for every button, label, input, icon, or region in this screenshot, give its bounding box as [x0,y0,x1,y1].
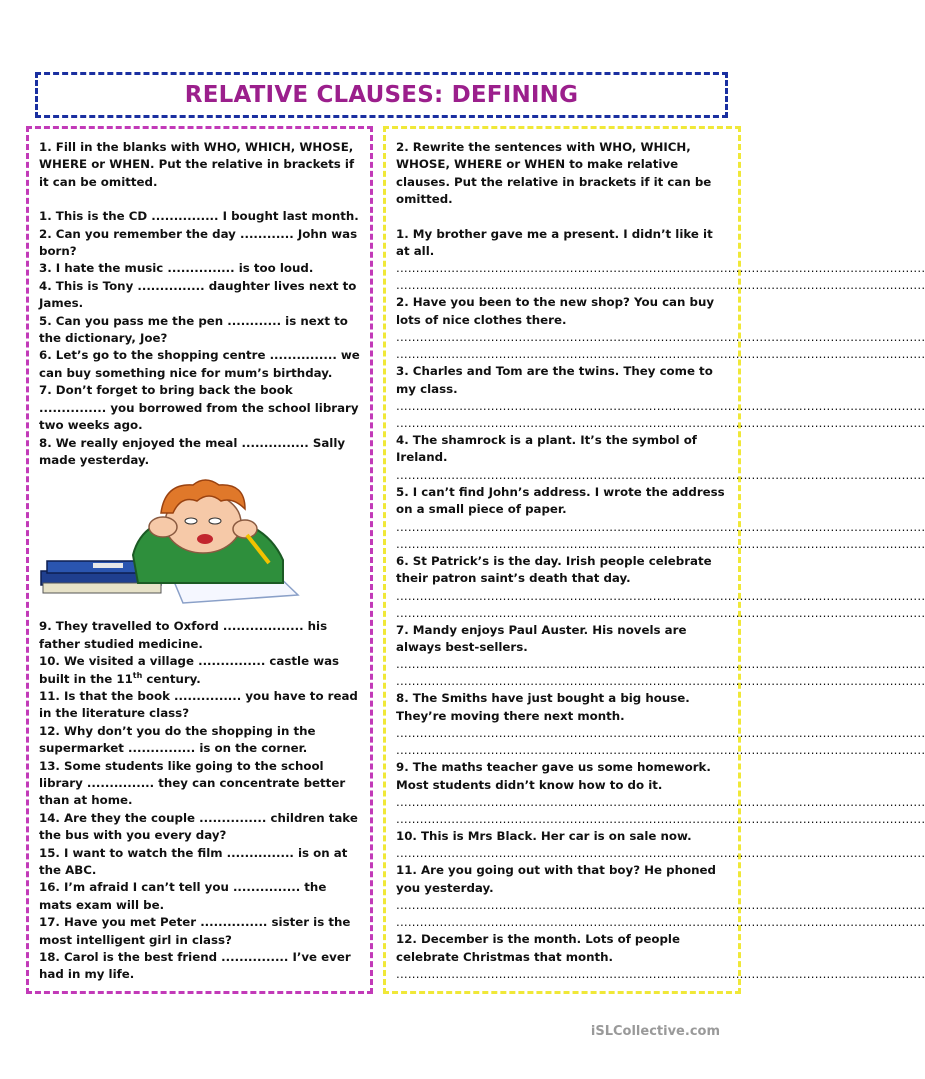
exercise-2-item: 11. Are you going out with that boy? He phoned you yesterday. [396,863,716,895]
title-box [35,72,728,118]
answer-line[interactable]: ...................................................................................................................................... [396,726,925,741]
exercise-2-item: 4. The shamrock is a plant. It’s the symbol of Ireland. [396,433,697,465]
exercise-1-panel [26,126,373,994]
exercise-1-item: 16. I’m afraid I can’t tell you ............... the mats exam will be. [39,880,327,912]
exercise-2-item: 3. Charles and Tom are the twins. They come to my class. [396,364,713,396]
exercise-2-instructions: 2. Rewrite the sentences with WHO, WHICH, WHOSE, WHERE or WHEN to make relative clauses. Put the relative in brackets if it can be omitted. [396,140,712,207]
answer-line[interactable]: ...................................................................................................................................... [396,966,925,981]
page-title: RELATIVE CLAUSES: DEFINING [184,82,579,108]
answer-line[interactable]: ...................................................................................................................................... [396,674,925,689]
exercise-2-item: 2. Have you been to the new shop? You can buy lots of nice clothes there. [396,295,715,327]
exercise-2-item: 6. St Patrick’s is the day. Irish people celebrate their patron saint’s death that day. [396,553,712,586]
exercise-1-item: 7. Don’t forget to bring back the book ............... you borrowed from the school library two weeks ago. [39,383,359,433]
answer-line[interactable]: ...................................................................................................................................... [396,278,925,293]
answer-line[interactable]: ...................................................................................................................................... [396,261,925,276]
exercise-1-item-10 [39,653,360,688]
answer-line[interactable]: ...................................................................................................................................... [396,347,925,362]
exercise-1-item: 12. Why don’t you do the shopping in the supermarket ............... is on the corner. [39,723,316,756]
exercise-1-item: 17. Have you met Peter ............... sister is the most intelligent girl in class? [39,915,351,947]
exercise-1-item: 1. This is the CD ............... I bought last month. [39,209,359,224]
answer-line[interactable]: ...................................................................................................................................... [396,536,925,551]
answer-line[interactable]: ...................................................................................................................................... [396,519,925,534]
exercise-2-item: 9. The maths teacher gave us some homework. Most students didn’t know how to do it. [396,760,711,792]
exercise-2-item: 7. Mandy enjoys Paul Auster. His novels are always best-sellers. [396,622,687,654]
exercise-1-item: 4. This is Tony ............... daughter lives next to James. [39,278,357,311]
answer-line[interactable]: ...................................................................................................................................... [396,794,925,809]
watermark-footer: iSLCollective.com [590,1024,720,1039]
item-10-superscript: th [132,670,143,680]
answer-line[interactable]: ...................................................................................................................................... [396,898,925,913]
exercise-1-item: 9. They travelled to Oxford .................. his father studied medicine. [39,619,328,651]
answer-line[interactable]: ...................................................................................................................................... [396,399,925,414]
answer-line[interactable]: ...................................................................................................................................... [396,846,925,861]
exercise-1-item: 5. Can you pass me the pen ............ is next to the dictionary, Joe? [39,313,348,346]
thinking-boy-illustration [33,475,323,610]
exercise-1-item: 14. Are they the couple ............... children take the bus with you every day? [39,810,358,843]
exercise-2-item: 10. This is Mrs Black. Her car is on sale now. [396,828,692,843]
exercise-2-panel [383,126,925,994]
exercise-1-item: 18. Carol is the best friend ............... I’ve ever had in my life. [39,950,351,982]
exercise-1-item: 13. Some students like going to the school library ............... they can concentrate better than at home. [39,758,346,808]
answer-line[interactable]: ...................................................................................................................................... [396,588,925,603]
answer-line[interactable]: ...................................................................................................................................... [396,605,925,620]
exercise-1-item: 11. Is that the book ............... you have to read in the literature class? [39,688,358,721]
exercise-1-item: 6. Let’s go to the shopping centre ............... we can buy something nice for mum’s birthday. [39,348,360,380]
exercise-1-instructions: 1. Fill in the blanks with WHO, WHICH, WHOSE, WHERE or WHEN. Put the relative in brackets if it can be omitted. [39,140,355,189]
exercise-1-item: 15. I want to watch the film ............... is on at the ABC. [39,845,348,877]
answer-line[interactable]: ...................................................................................................................................... [396,330,925,345]
answer-line[interactable]: ...................................................................................................................................... [396,467,925,482]
exercise-1-item: 2. Can you remember the day ............ John was born? [39,226,358,259]
exercise-1-item: 3. I hate the music ............... is too loud. [39,261,314,276]
answer-line[interactable]: ...................................................................................................................................... [396,743,925,758]
item-10-text-end: century. [142,671,201,686]
item-10-text: 10. We visited a village ............... castle was built in the 11 [39,654,340,686]
exercise-2-item: 12. December is the month. Lots of people celebrate Christmas that month. [396,932,680,964]
exercise-2-item: 1. My brother gave me a present. I didn’t like it at all. [396,226,713,259]
answer-line[interactable]: ...................................................................................................................................... [396,811,925,826]
answer-line[interactable]: ...................................................................................................................................... [396,416,925,431]
answer-line[interactable]: ...................................................................................................................................... [396,915,925,930]
exercise-1-item: 8. We really enjoyed the meal ............... Sally made yesterday. [39,435,346,467]
exercise-2-item: 8. The Smiths have just bought a big house. They’re moving there next month. [396,691,690,723]
exercise-2-item: 5. I can’t find John’s address. I wrote the address on a small piece of paper. [396,484,725,517]
answer-line[interactable]: ...................................................................................................................................... [396,657,925,672]
